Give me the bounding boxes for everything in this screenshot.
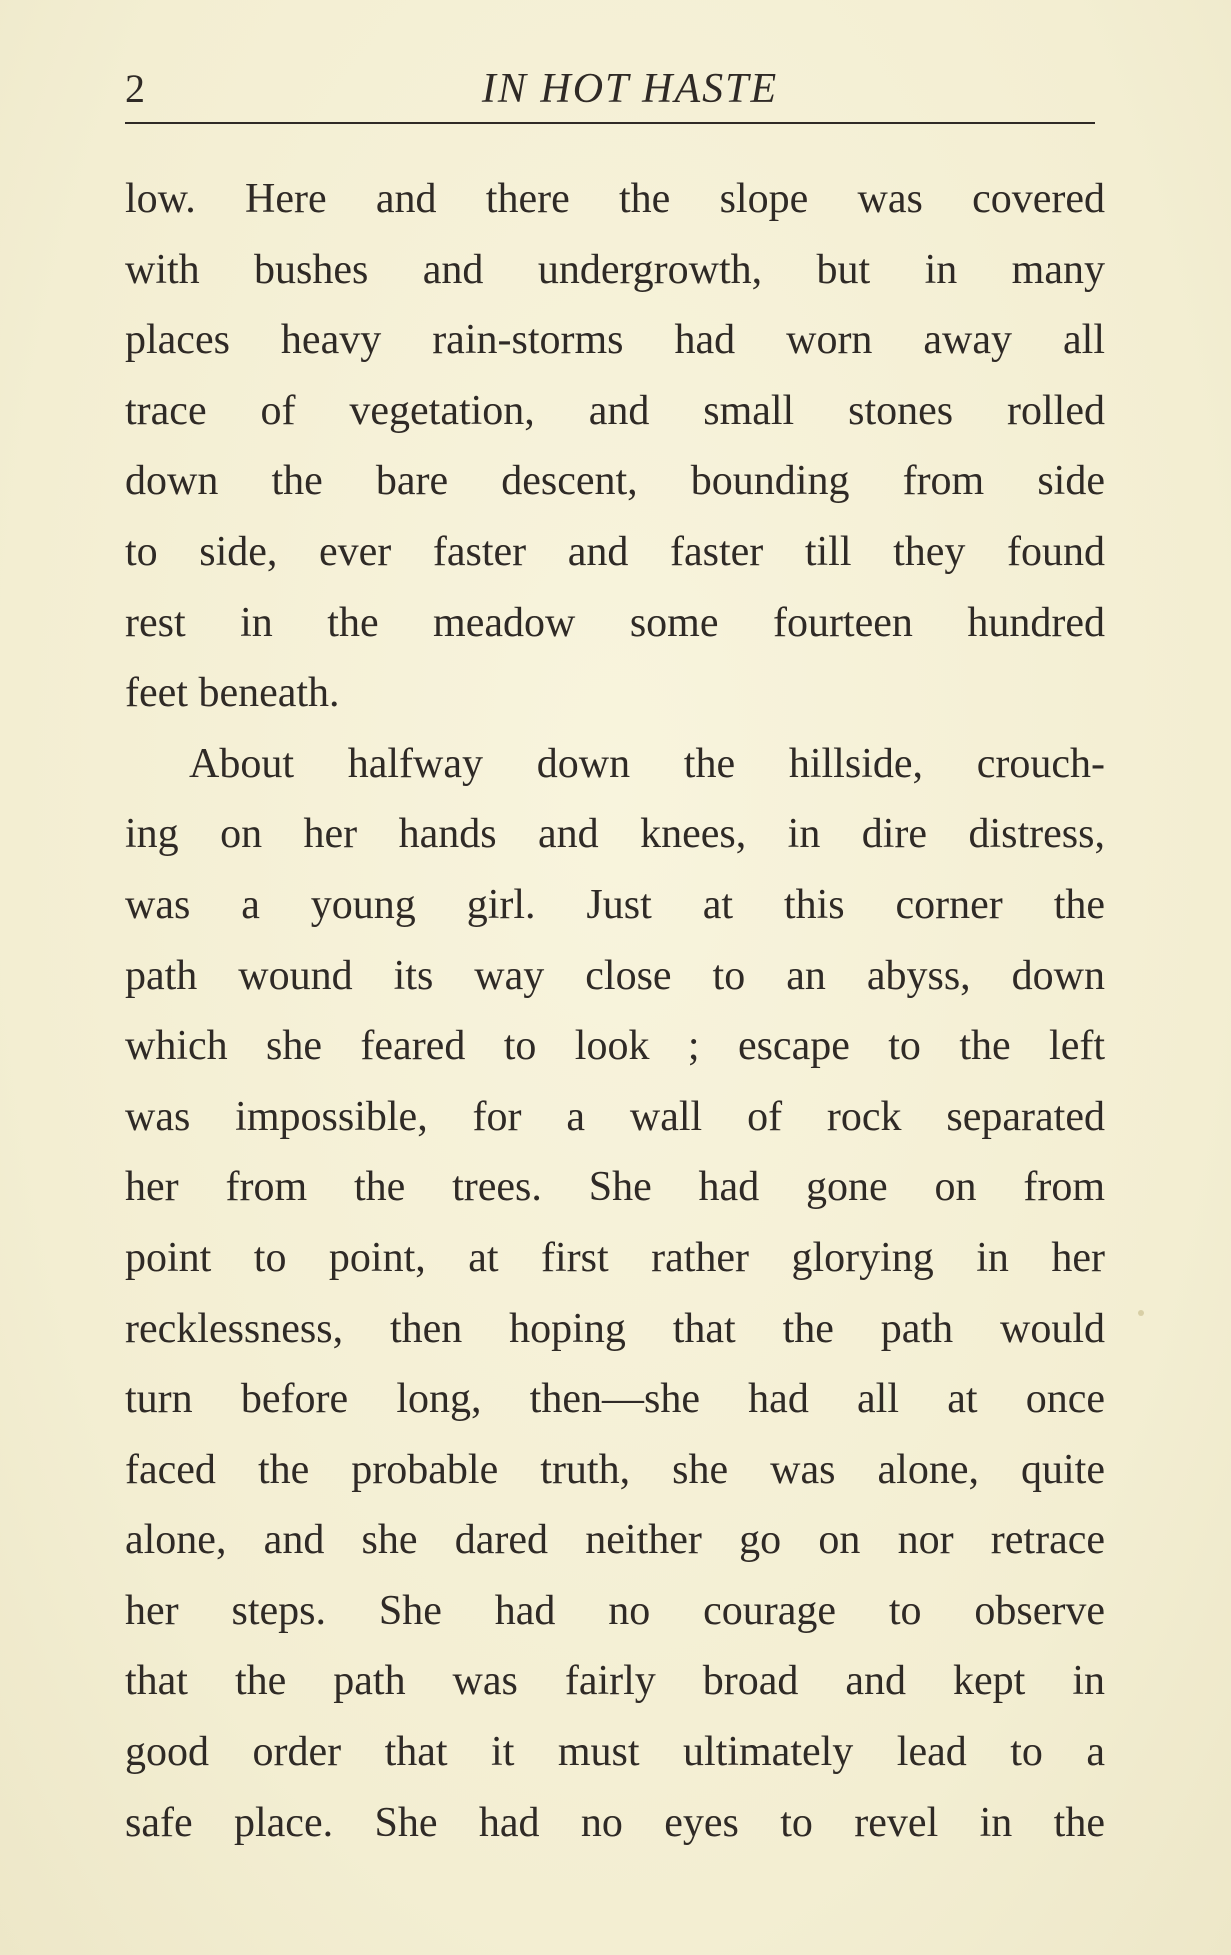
text-line: her steps. She had no courage to observe [125,1587,1105,1634]
page-number: 2 [125,66,145,111]
text-line: was a young girl. Just at this corner the [125,881,1105,928]
text-line: ing on her hands and knees, in dire distress, [125,811,1105,858]
text-line: turn before long, then—she had all at once [125,1376,1105,1423]
text-line: recklessness, then hoping that the path would [125,1305,1105,1352]
text-line: path wound its way close to an abyss, down [125,952,1105,999]
text-line: her from the trees. She had gone on from [125,1164,1105,1211]
text-line: About halfway down the hillside, crouch- [189,740,1105,787]
header-rule [125,122,1095,124]
text-line: safe place. She had no eyes to revel in the [125,1799,1105,1846]
text-line: trace of vegetation, and small stones rolled [125,387,1105,434]
page-header [125,64,1095,114]
text-line: was impossible, for a wall of rock separated [125,1093,1105,1140]
text-line: low. Here and there the slope was covered [125,176,1105,222]
text-line: that the path was fairly broad and kept in [125,1658,1105,1705]
text-line: alone, and she dared neither go on nor retrace [125,1517,1105,1564]
paper-speck [1138,1310,1144,1316]
text-line: down the bare descent, bounding from side [125,458,1105,505]
text-line: good order that it must ultimately lead to a [125,1729,1105,1776]
text-line: faced the probable truth, she was alone, quite [125,1446,1105,1493]
text-line: point to point, at first rather glorying in her [125,1234,1105,1281]
text-line: which she feared to look ; escape to the left [125,1023,1105,1070]
text-line: rest in the meadow some fourteen hundred [125,599,1105,646]
text-line: to side, ever faster and faster till they found [125,528,1105,575]
running-title: IN HOT HASTE [481,66,779,112]
body-text [125,164,1105,1858]
text-line: with bushes and undergrowth, but in many [125,246,1105,293]
text-line: places heavy rain-storms had worn away all [125,317,1105,364]
text-line: feet beneath. [125,670,340,717]
